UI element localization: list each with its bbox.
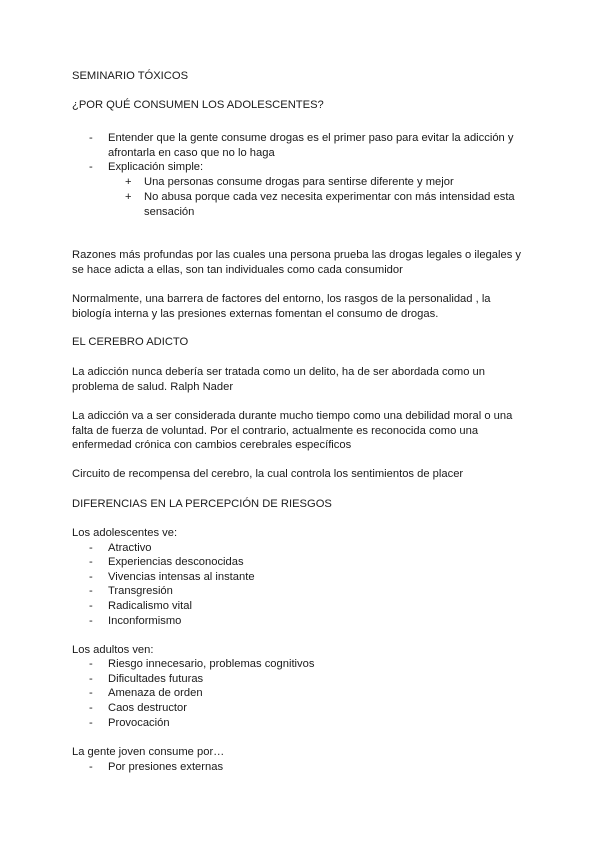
bullet-dash: - (89, 717, 93, 729)
list-item: Provocación (108, 717, 170, 729)
list-item: Explicación simple: (108, 161, 204, 173)
list-item: Caos destructor (108, 702, 187, 714)
bullet-plus: + (125, 191, 132, 203)
bullet-dash: - (89, 161, 93, 173)
paragraph-reasons: Razones más profundas por las cuales una persona prueba las drogas legales o ilegales y se hace adicta a ellas, son tan individuales como cada consumidor (72, 249, 522, 276)
bullet-dash: - (89, 600, 93, 612)
list-item: Amenaza de orden (108, 687, 203, 699)
bullet-plus: + (125, 176, 132, 188)
list-item: Inconformismo (108, 615, 182, 627)
section-heading-risks: DIFERENCIAS EN LA PERCEPCIÓN DE RIESGOS (72, 498, 332, 510)
bullet-dash: - (89, 673, 93, 685)
list-item: Vivencias intensas al instante (108, 571, 255, 583)
bullet-dash: - (89, 556, 93, 568)
sublist-item: Una personas consume drogas para sentirse diferente y mejor (144, 176, 454, 188)
paragraph-quote: La adicción nunca debería ser tratada como un delito, ha de ser abordada como un problema de salud. Ralph Nader (72, 366, 485, 393)
list-item: Experiencias desconocidas (108, 556, 244, 568)
list-item: Entender que la gente consume drogas es el primer paso para evitar la adicción y afrontarla en caso que no lo haga (108, 132, 514, 159)
list-item: Radicalismo vital (108, 600, 192, 612)
adolescents-label: Los adolescentes ve: (72, 527, 178, 539)
list-item: Transgresión (108, 585, 173, 597)
section-heading-brain: EL CEREBRO ADICTO (72, 336, 189, 348)
bullet-dash: - (89, 702, 93, 714)
sublist-item: No abusa porque cada vez necesita experimentar con más intensidad esta sensación (144, 191, 515, 218)
bullet-dash: - (89, 761, 93, 773)
bullet-dash: - (89, 571, 93, 583)
list-item: Dificultades futuras (108, 673, 204, 685)
document-title: SEMINARIO TÓXICOS (72, 70, 189, 82)
adults-label: Los adultos ven: (72, 644, 154, 656)
young-label: La gente joven consume por… (72, 746, 225, 758)
bullet-dash: - (89, 687, 93, 699)
section-question: ¿POR QUÉ CONSUMEN LOS ADOLESCENTES? (72, 99, 324, 111)
paragraph-reward-circuit: Circuito de recompensa del cerebro, la cual controla los sentimientos de placer (72, 468, 464, 480)
bullet-dash: - (89, 585, 93, 597)
list-item: Por presiones externas (108, 761, 224, 773)
list-item: Atractivo (108, 542, 152, 554)
bullet-dash: - (89, 132, 93, 144)
bullet-dash: - (89, 615, 93, 627)
bullet-dash: - (89, 658, 93, 670)
paragraph-addiction: La adicción va a ser considerada durante mucho tiempo como una debilidad moral o una falta de fuerza de voluntad. Por el contrario, actualmente es reconocida como una enfermedad crónica con cambios cerebrales específicos (72, 410, 513, 452)
list-item: Riesgo innecesario, problemas cognitivos (108, 658, 315, 670)
bullet-dash: - (89, 542, 93, 554)
paragraph-factors: Normalmente, una barrera de factores del entorno, los rasgos de la personalidad , la biología interna y las presiones externas fomentan el consumo de drogas. (72, 293, 491, 320)
